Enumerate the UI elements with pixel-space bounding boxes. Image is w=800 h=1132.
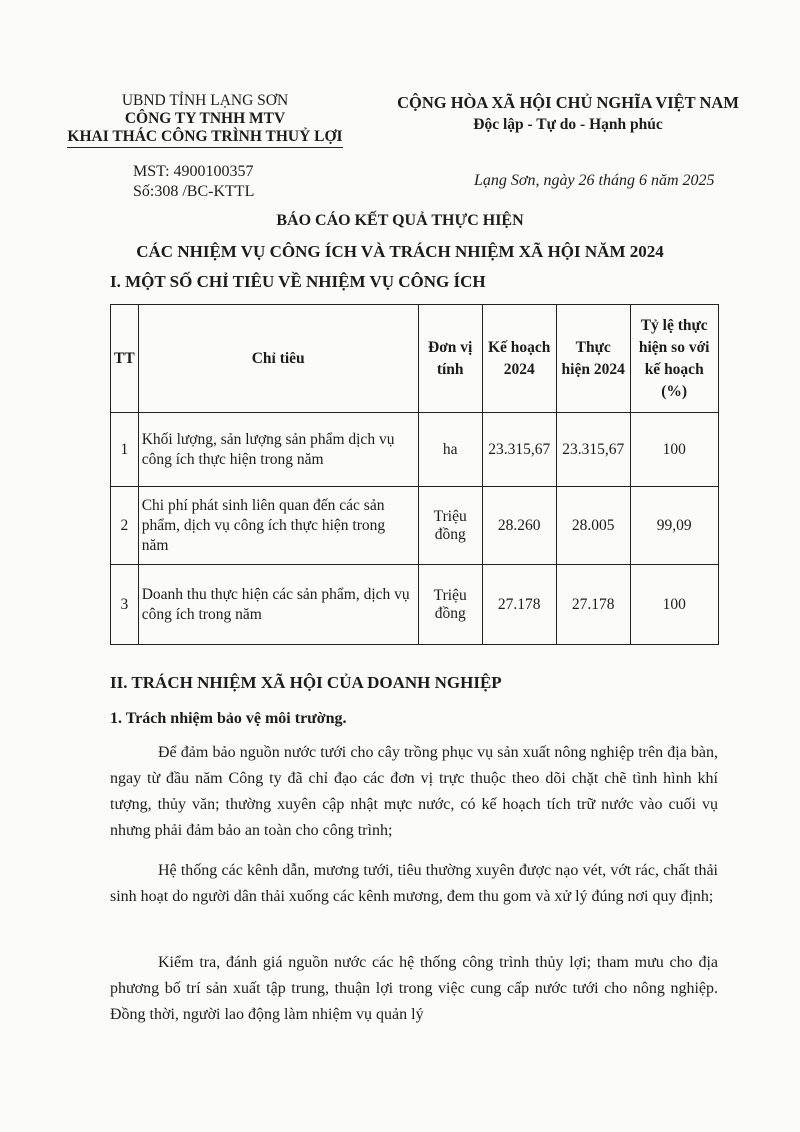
cell-tt: 3 [111, 565, 139, 645]
cell-actual: 28.005 [556, 487, 630, 565]
issuer-company-type: CÔNG TY TNHH MTV [124, 110, 286, 127]
tax-code: MST: 4900100357 [133, 163, 254, 180]
col-header-actual: Thực hiện 2024 [556, 305, 630, 413]
table-row [111, 487, 719, 565]
col-header-tt: TT [111, 305, 139, 413]
issuer-company-name: KHAI THÁC CÔNG TRÌNH THUỶ LỢI [67, 128, 342, 148]
date-line: Lạng Sơn, ngày 26 tháng 6 năm 2025 [474, 172, 715, 189]
cell-ratio: 99,09 [630, 487, 718, 565]
cell-indicator: Khối lượng, sản lượng sản phẩm dịch vụ công ích thực hiện trong năm [138, 413, 418, 487]
cell-tt: 2 [111, 487, 139, 565]
cell-ratio: 100 [630, 565, 718, 645]
col-header-indicator: Chỉ tiêu [138, 305, 418, 413]
document-number: Số:308 /BC-KTTL [133, 183, 255, 200]
cell-unit: ha [418, 413, 482, 487]
indicators-table [110, 304, 719, 645]
paragraph: Hệ thống các kênh dẫn, mương tưới, tiêu thường xuyên được nạo vét, vớt rác, chất thải sinh hoạt do người dân thải xuống các kênh mương, đem thu gom và xử lý đúng nơi quy định; [110, 862, 718, 905]
table-row [111, 565, 719, 645]
cell-plan: 28.260 [482, 487, 556, 565]
paragraph: Để đảm bảo nguồn nước tưới cho cây trồng phục vụ sản xuất nông nghiệp trên địa bàn, ngay từ đầu năm Công ty đã chỉ đạo các đơn vị trực thuộc theo dõi chặt chẽ tình hình khí tượng, thủy văn; thường xuyên cập nhật mực nước, có kế hoạch tích trữ nước vào cuối vụ nhưng phải đảm bảo an toàn cho công trình; [110, 744, 718, 839]
cell-unit: Triệu đồng [418, 565, 482, 645]
report-title-line2: CÁC NHIỆM VỤ CÔNG ÍCH VÀ TRÁCH NHIỆM XÃ HỘI NĂM 2024 [136, 242, 664, 261]
section2-heading: II. TRÁCH NHIỆM XÃ HỘI CỦA DOANH NGHIỆP [110, 673, 502, 692]
national-title: CỘNG HÒA XÃ HỘI CHỦ NGHĨA VIỆT NAM [397, 93, 739, 112]
col-header-unit: Đơn vị tính [418, 305, 482, 413]
cell-indicator: Doanh thu thực hiện các sản phẩm, dịch vụ công ích trong năm [138, 565, 418, 645]
tax-code-block [133, 162, 254, 202]
col-header-plan: Kế hoạch 2024 [482, 305, 556, 413]
table-row [111, 413, 719, 487]
issuer-block [60, 92, 350, 148]
national-motto: Độc lập - Tự do - Hạnh phúc [473, 116, 663, 133]
subsection1-heading: 1. Trách nhiệm bảo vệ môi trường. [110, 710, 347, 727]
cell-actual: 27.178 [556, 565, 630, 645]
cell-indicator: Chi phí phát sinh liên quan đến các sản phẩm, dịch vụ công ích thực hiện trong năm [138, 487, 418, 565]
cell-plan: 27.178 [482, 565, 556, 645]
table-header-row [111, 305, 719, 413]
cell-actual: 23.315,67 [556, 413, 630, 487]
cell-unit: Triệu đồng [418, 487, 482, 565]
report-title-line1: BÁO CÁO KẾT QUẢ THỰC HIỆN [276, 212, 524, 229]
paragraph: Kiểm tra, đánh giá nguồn nước các hệ thống công trình thủy lợi; tham mưu cho địa phương bố trí sản xuất tập trung, thuận lợi trong việc cung cấp nước tưới cho nông nghiệp. Đồng thời, người lao động làm nhiệm vụ quản lý [110, 954, 718, 1023]
cell-ratio: 100 [630, 413, 718, 487]
cell-tt: 1 [111, 413, 139, 487]
section1-heading: I. MỘT SỐ CHỈ TIÊU VỀ NHIỆM VỤ CÔNG ÍCH [110, 272, 486, 291]
issuer-province: UBND TỈNH LẠNG SƠN [121, 92, 289, 109]
col-header-ratio: Tỷ lệ thực hiện so với kế hoạch (%) [630, 305, 718, 413]
national-header [368, 92, 768, 136]
cell-plan: 23.315,67 [482, 413, 556, 487]
